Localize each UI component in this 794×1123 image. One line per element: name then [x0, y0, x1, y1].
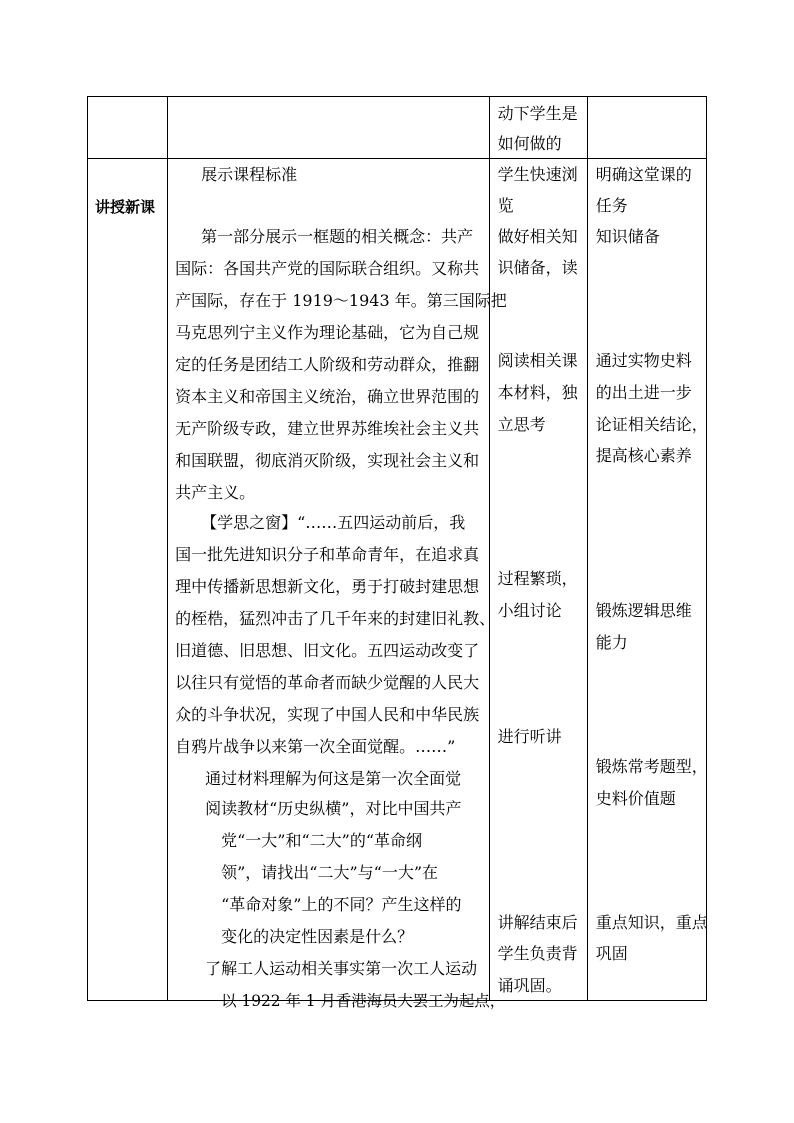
text-line: 论证相关结论，	[595, 415, 708, 434]
text-line: 识储备，读	[497, 258, 578, 277]
text-line: 任务	[595, 196, 628, 215]
table-row	[88, 159, 707, 1001]
text-line: 能力	[595, 633, 628, 652]
text-line: 通过材料理解为何这是第一次全面觉	[205, 769, 462, 788]
text-line: 过程繁琐，	[497, 569, 578, 588]
text-line: 旧道德、旧思想、旧文化。五四运动改变了	[175, 641, 480, 660]
text-line: 众的斗争状况，实现了中国人民和中华民族	[175, 705, 480, 724]
text-line: 通过实物史料	[595, 351, 692, 370]
section-label: 讲授新课	[95, 198, 156, 216]
design-intent-cell	[587, 159, 706, 1001]
text-line: 国际：各国共产党的国际联合组织。又称共	[175, 259, 480, 278]
text-line: 巩固	[595, 944, 628, 963]
text-line: 了解工人运动相关事实第一次工人运动	[205, 959, 478, 978]
text-line: 和国联盟，彻底消灭阶级，实现社会主义和	[175, 451, 480, 470]
text-line: 诵巩固。	[497, 976, 562, 995]
text-line: 览	[497, 196, 514, 215]
text-line: 以 1922 年 1 月香港海员大罢工为起点，	[221, 992, 506, 1010]
text-line: 史料价值题	[595, 789, 676, 808]
text-line: 资本主义和帝国主义统治，确立世界范围的	[175, 387, 480, 406]
text-line: 无产阶级专政，建立世界苏维埃社会主义共	[175, 419, 480, 438]
text-line: 定的任务是团结工人阶级和劳动群众，推翻	[175, 355, 480, 374]
text-line: 理中传播新思想新文化，勇于打破封建思想	[175, 577, 480, 596]
text-line: 国一批先进知识分子和革命青年，在追求真	[175, 545, 480, 564]
section-label-cell	[88, 159, 168, 1001]
text-line: 党“一大”和“二大”的“革命纲	[221, 831, 423, 850]
text-line: 讲解结束后	[497, 913, 578, 932]
text-line: 动下学生是	[497, 104, 578, 123]
text-line: 锻炼逻辑思维	[595, 601, 692, 620]
section-cell-empty	[88, 97, 168, 159]
text-line: 共产主义。	[175, 483, 256, 502]
text-line: 以往只有觉悟的革命者而缺少觉醒的人民大	[175, 673, 480, 692]
text-line: 学生负责背	[497, 944, 578, 963]
text-line: 阅读教材“历史纵横”，对比中国共产	[205, 799, 462, 818]
text-line: 阅读相关课	[497, 351, 578, 370]
text-line: 学生快速浏	[497, 165, 578, 184]
text-line: 做好相关知	[497, 227, 578, 246]
text-line: 的出土进一步	[595, 383, 692, 402]
text-line: “革命对象”上的不同？产生这样的	[221, 895, 462, 914]
text-line: 小组讨论	[497, 601, 562, 620]
text-line: 的桎梏，猛烈冲击了几千年来的封建旧礼教、	[175, 609, 496, 628]
text-line: 领”，请找出“二大”与“一大”在	[221, 863, 439, 882]
text-line: 明确这堂课的	[595, 165, 692, 184]
table-row	[88, 97, 707, 159]
text-line: 提高核心素养	[595, 446, 692, 465]
text-line: 如何做的	[497, 134, 562, 153]
text-line: 第一部分展示一框题的相关概念：共产	[201, 227, 474, 246]
text-line: 产国际，存在于 1919～1943 年。第三国际把	[175, 291, 507, 310]
text-line: 重点知识，重点	[595, 913, 708, 932]
student-activity-cell	[489, 97, 587, 159]
text-line: 知识储备	[595, 227, 660, 246]
text-line: 立思考	[497, 415, 546, 434]
text-line: 展示课程标准	[201, 165, 298, 184]
design-intent-cell-empty	[587, 97, 706, 159]
text-line: 进行听讲	[497, 727, 562, 746]
text-line: 自鸦片战争以来第一次全面觉醒。……”	[175, 737, 456, 756]
lesson-plan-table	[87, 96, 708, 1010]
text-line: 【学思之窗】“……五四运动前后，我	[201, 513, 466, 532]
teaching-content-cell	[168, 159, 507, 1010]
content-cell-empty	[168, 97, 490, 159]
text-line: 本材料，独	[497, 383, 578, 402]
text-line: 变化的决定性因素是什么？	[221, 927, 414, 946]
text-line: 锻炼常考题型，	[595, 757, 708, 776]
text-line: 马克思列宁主义作为理论基础，它为自己规	[175, 323, 480, 342]
